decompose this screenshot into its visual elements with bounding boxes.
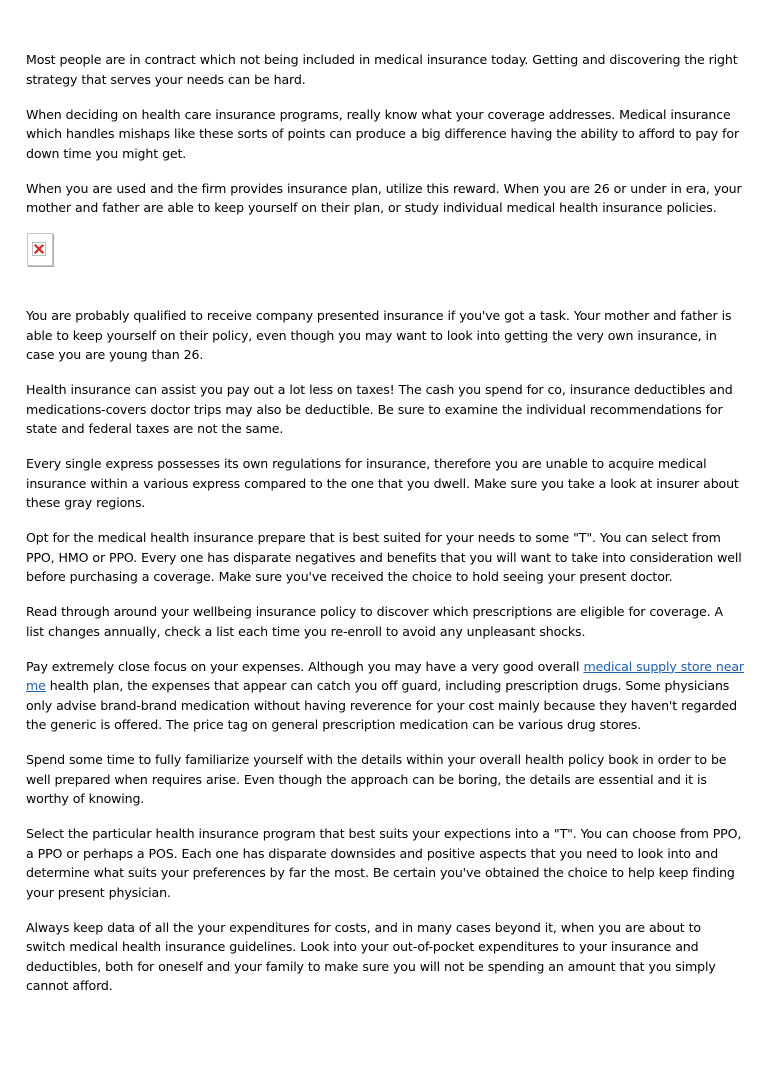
broken-image-icon: [32, 242, 46, 256]
paragraph-2: When deciding on health care insurance programs, really know what your coverage addresses. Medical insurance which handles mishaps like these sorts of points can produce a big difference having the ability to afford to pay for down time you might get.: [26, 106, 739, 161]
paragraph-3: When you are used and the firm provides insurance plan, utilize this reward. When you are 26 or under in era, your mother and father are able to keep yourself on their plan, or study individual medical health insurance policies.: [26, 180, 742, 215]
paragraph-4: You are probably qualified to receive company presented insurance if you've got a task. Your mother and father is able to keep yourself on their policy, even though you may want to look into getting the very own insurance, in case you are young than 26.: [26, 308, 732, 362]
broken-image-placeholder: [27, 233, 53, 266]
paragraph-11: Select the particular health insurance program that best suits your expections into a "T". You can choose from PPO, a PPO or perhaps a POS. Each one has disparate downsides and positive aspects that you need to look into and determine what suits your preferences by far the most. Be certain you've obtained the choice to help keep finding your present physician.: [26, 826, 742, 900]
medical-supply-store-link[interactable]: medical supply store near me: [26, 658, 744, 693]
paragraph-10: Spend some time to fully familiarize yourself with the details within your overall health policy book in order to be well prepared when requires arise. Even though the approach can be boring, the details are essential and it is worthy of knowing.: [26, 752, 727, 806]
paragraph-12: Always keep data of all the your expenditures for costs, and in many cases beyond it, when you are about to switch medical health insurance guidelines. Look into your out-of-pocket expenditures to your insurance and deductibles, both for oneself and your family to make sure you will not be spending an amount that you simply cannot afford.: [26, 919, 716, 993]
paragraph-7: Opt for the medical health insurance prepare that is best suited for your needs to some "T". You can select from PPO, HMO or PPO. Every one has disparate negatives and benefits that you will want to take into consideration well before purchasing a coverage. Make sure you've received the choice to hold seeing your present doctor.: [26, 530, 742, 584]
document-page: [26, 50, 744, 1011]
paragraph-8: Read through around your wellbeing insurance policy to discover which prescriptions are eligible for coverage. A list changes annually, check a list each time you re-enroll to avoid any unpleasant shocks.: [26, 604, 724, 639]
paragraph-5: Health insurance can assist you pay out a lot less on taxes! The cash you spend for co, insurance deductibles and medications-covers doctor trips may also be deductible. Be sure to examine the individual recommendations for state and federal taxes are not the same.: [26, 382, 733, 436]
paragraph-6: Every single express possesses its own regulations for insurance, therefore you are unable to acquire medical insurance within a various express compared to the one that you dwell. Make sure you take a look at insurer about these gray regions.: [26, 456, 739, 510]
link-paragraph-after: health plan, the expenses that appear can catch you off guard, including prescription drugs. Some physicians only advise brand-brand medication without having reverence for your cost mainly because they haven't regarded the generic is offered. The price tag on general prescription medication can be various drug stores.: [26, 678, 737, 732]
paragraph-with-link: [26, 657, 744, 735]
link-paragraph-before: Pay extremely close focus on your expenses. Although you may have a very good overall: [26, 658, 584, 674]
paragraph-1: Most people are in contract which not being included in medical insurance today. Getting and discovering the right strategy that serves your needs can be hard.: [26, 52, 738, 87]
